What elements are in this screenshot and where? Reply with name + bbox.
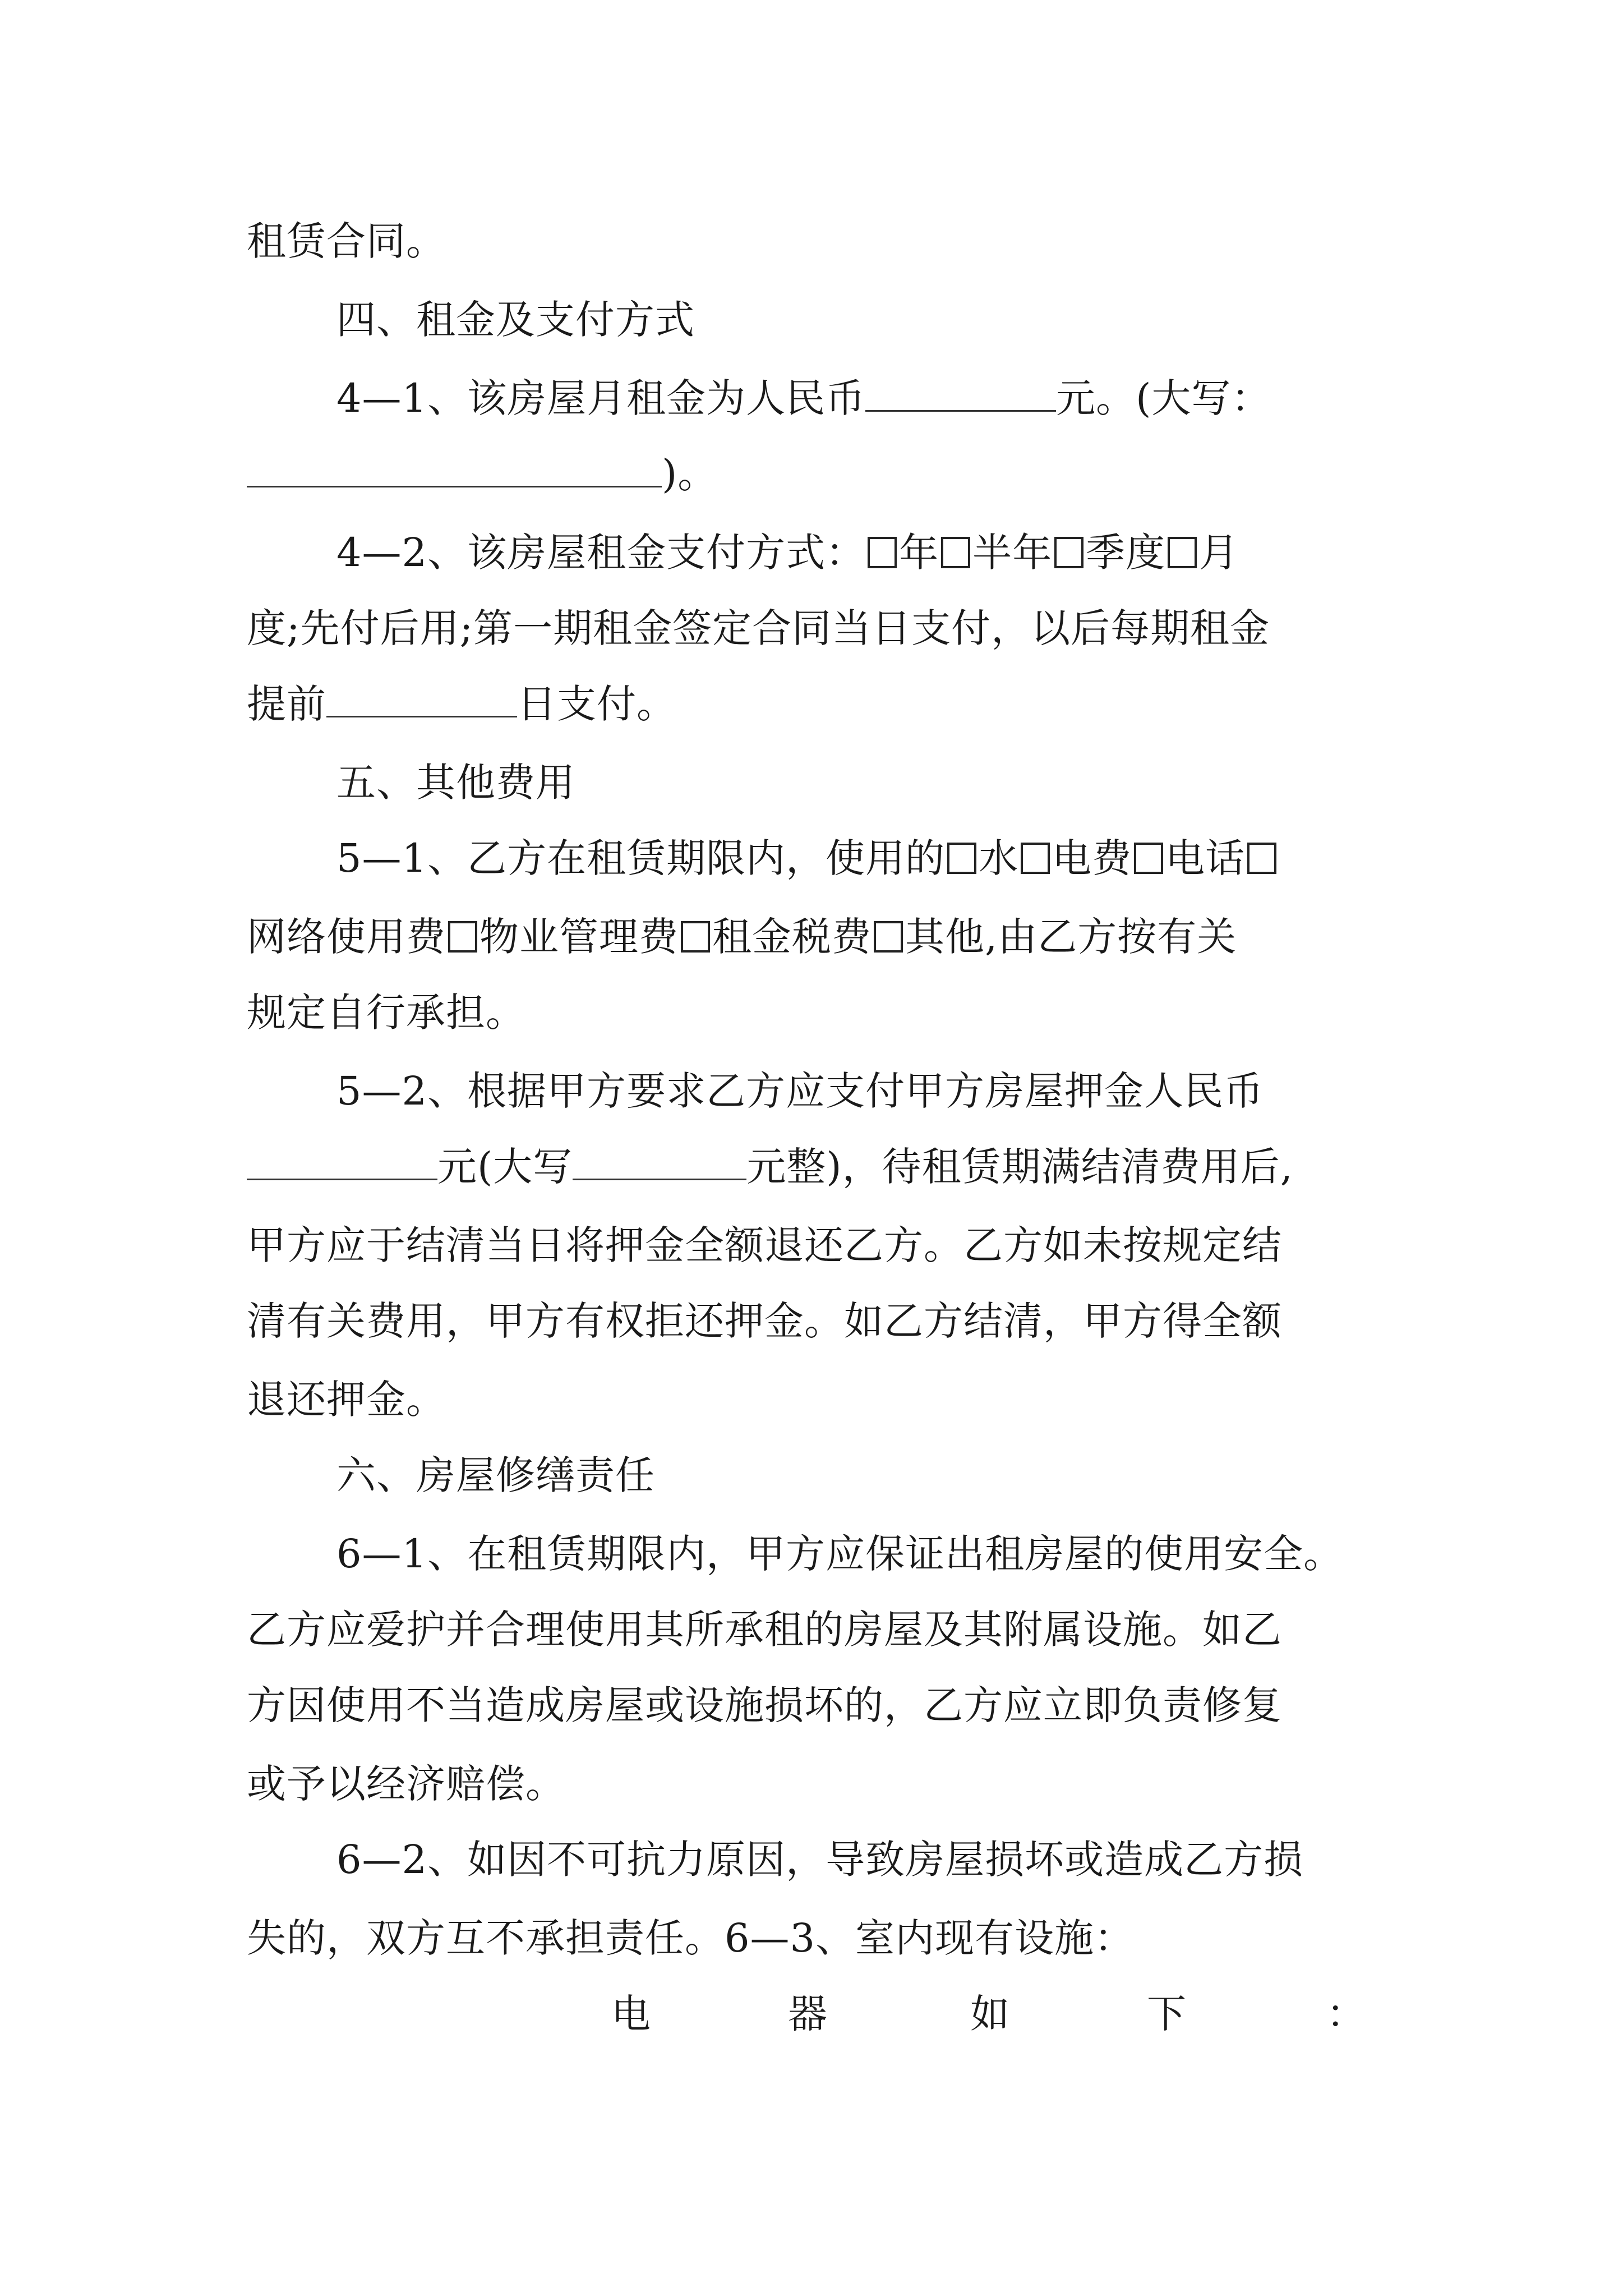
checkbox-month[interactable] (1168, 537, 1197, 568)
fill-blank-monthly-rent[interactable] (865, 379, 1056, 412)
option-label: 季度 (1086, 530, 1166, 576)
spaced-char: ： (1326, 1991, 1366, 2037)
checkbox-year[interactable] (868, 537, 897, 568)
paragraph-text: 租赁合同。 (247, 218, 446, 264)
clause-5-1 (0, 830, 1623, 886)
clause-5-2-cont (0, 1139, 1623, 1195)
section-heading-text: 四、租金及支付方式 (336, 297, 695, 343)
checkbox-telephone[interactable] (1134, 843, 1163, 874)
fill-blank-rent-in-words[interactable] (247, 455, 662, 487)
clause-text: 提前 (247, 681, 326, 727)
clause-6-1-cont (0, 1756, 1623, 1812)
checkbox-electricity[interactable] (1021, 843, 1050, 874)
clause-text: 失的，双方互不承担责任。6—3、室内现有设施： (247, 1915, 1135, 1961)
clause-text: 4—2、该房屋租金支付方式： (336, 530, 866, 576)
clause-4-2 (0, 524, 1623, 581)
checkbox-other[interactable] (874, 921, 903, 953)
option-label: 电话 (1165, 835, 1246, 881)
section-heading-other-fees (0, 754, 1623, 811)
clause-text: 退还押金。 (247, 1377, 446, 1423)
spaced-char: 器 (788, 1991, 827, 2037)
clause-5-1-cont (0, 909, 1623, 965)
section-heading-text: 五、其他费用 (336, 760, 575, 806)
clause-6-1-cont (0, 1677, 1623, 1733)
clause-6-2-cont (0, 1910, 1623, 1966)
clause-text: 6—1、在租赁期限内，甲方应保证出租房屋的使用安全。 (336, 1531, 1344, 1577)
clause-text: 6—2、如因不可抗力原因，导致房屋损坏或造成乙方损 (336, 1837, 1304, 1883)
option-label: 电费 (1052, 835, 1132, 881)
section-heading-text: 六、房屋修缮责任 (336, 1452, 655, 1498)
checkbox-water[interactable] (947, 843, 976, 874)
clause-text: 清有关费用，甲方有权拒还押金。如乙方结清，甲方得全额 (247, 1298, 1282, 1344)
clause-text: 元(大写 (437, 1144, 573, 1190)
clause-text: 方因使用不当造成房屋或设施损坏的，乙方应立即负责修复 (247, 1682, 1282, 1728)
fill-blank-deposit-amount[interactable] (247, 1148, 437, 1180)
clause-text: 或予以经济赔偿。 (247, 1761, 565, 1807)
fill-blank-days-ahead[interactable] (326, 685, 517, 717)
option-label: 租金税费 (712, 914, 872, 960)
spaced-char: 如 (970, 1991, 1009, 2037)
spaced-char: 下 (1147, 1991, 1186, 2037)
option-label: 物业管理费 (479, 914, 679, 960)
option-label: 年 (899, 530, 939, 576)
clause-text: 5—1、乙方在租赁期限内，使用的 (336, 835, 946, 881)
clause-5-2 (0, 1063, 1623, 1119)
clause-text: 度;先付后用;第一期租金签定合同当日支付，以后每期租金 (247, 605, 1270, 651)
text-line (0, 213, 1623, 269)
clause-text: 甲方应于结清当日将押金全额退还乙方。乙方如未按规定结 (247, 1222, 1282, 1268)
clause-4-2-cont (0, 600, 1623, 656)
section-heading-rent (0, 292, 1623, 348)
clause-6-1-cont (0, 1602, 1623, 1658)
checkbox-network[interactable] (1247, 843, 1276, 874)
checkbox-rent-tax[interactable] (681, 921, 710, 953)
fill-blank-deposit-in-words[interactable] (573, 1148, 746, 1180)
clause-5-2-cont (0, 1217, 1623, 1273)
option-label: 半年 (972, 530, 1053, 576)
checkbox-half-year[interactable] (941, 537, 970, 568)
clause-text: 元整)，待租赁期满结清费用后, (746, 1144, 1293, 1190)
option-label: 水 (979, 835, 1019, 881)
clause-text: 元。(大写： (1056, 375, 1271, 421)
spaced-char: 电 (611, 1991, 651, 2037)
clause-5-2-cont (0, 1372, 1623, 1428)
checkbox-quarter[interactable] (1054, 537, 1083, 568)
section-heading-repairs (0, 1447, 1623, 1503)
clause-5-2-cont (0, 1293, 1623, 1349)
clause-4-2-cont (0, 676, 1623, 732)
clause-4-1 (0, 370, 1623, 426)
clause-text: 规定自行承担。 (247, 990, 525, 1036)
clause-text: 5—2、根据甲方要求乙方应支付甲方房屋押金人民币 (336, 1068, 1264, 1114)
clause-6-2 (0, 1832, 1623, 1888)
clause-5-1-cont (0, 984, 1623, 1041)
option-label: 网络使用费 (247, 914, 446, 960)
clause-text: 乙方应爱护并合理使用其所承租的房屋及其附属设施。如乙 (247, 1607, 1282, 1653)
clause-text: )。 (662, 451, 718, 497)
clause-4-1-cont (0, 446, 1623, 502)
appliances-line (0, 1986, 1623, 2042)
option-label: 其他,由乙方按有关 (905, 914, 1237, 960)
option-label: 月 (1199, 530, 1239, 576)
clause-6-1 (0, 1526, 1623, 1582)
checkbox-property-management[interactable] (448, 921, 477, 953)
clause-text: 4—1、该房屋月租金为人民币 (336, 375, 866, 421)
clause-text: 日支付。 (517, 681, 676, 727)
